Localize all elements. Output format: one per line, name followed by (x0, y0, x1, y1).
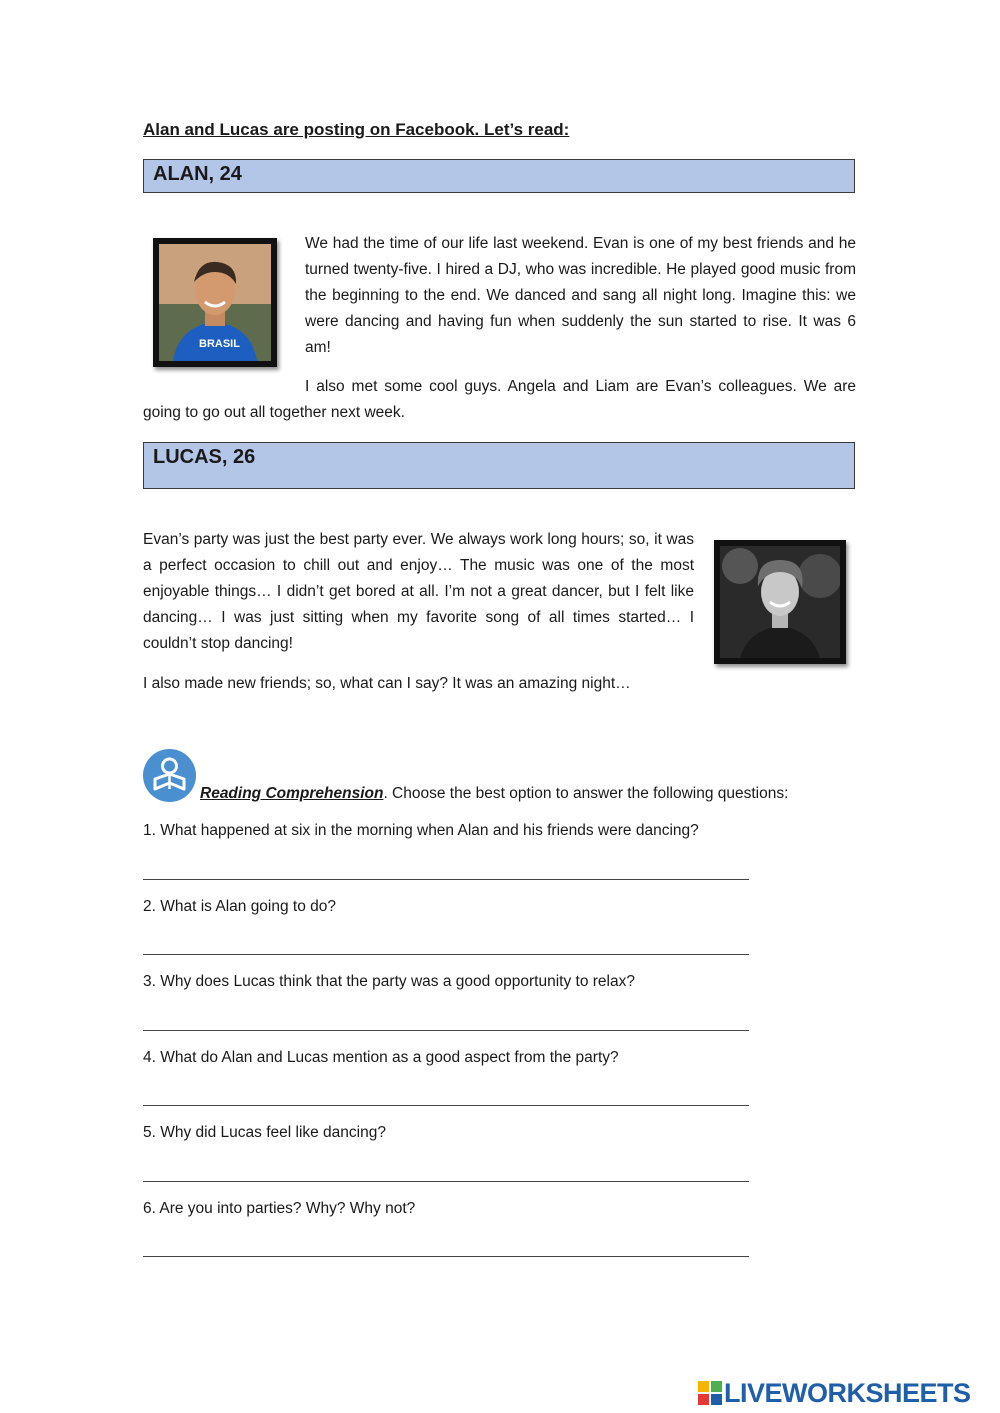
answer-line-6[interactable] (143, 1256, 749, 1257)
lucas-paragraph-1: Evan’s party was just the best party ever. We always work long hours; so, it was a perfect occasion to chill out and enjoy… The music was one of the most enjoyable things… I didn’t get bored at all. I’m not a great dancer, but I felt like dancing… I was just sitting when my favorite song of all times started… I couldn’t stop dancing! (143, 531, 694, 652)
answer-line-1[interactable] (143, 879, 749, 880)
logo-blocks-icon (698, 1381, 722, 1405)
question-6: 6. Are you into parties? Why? Why not? (143, 1200, 416, 1217)
answer-line-3[interactable] (143, 1030, 749, 1031)
alan-paragraph-2: I also met some cool guys. Angela and Liam are Evan’s colleagues. We are going to go out all together next week. (143, 378, 856, 421)
answer-line-2[interactable] (143, 954, 749, 955)
lucas-paragraph-2: I also made new friends; so, what can I say? It was an amazing night… (143, 675, 631, 692)
question-3: 3. Why does Lucas think that the party was a good opportunity to relax? (143, 973, 635, 990)
logo-text: LIVEWORKSHEETS (724, 1377, 971, 1408)
lucas-photo (714, 540, 846, 664)
reading-comprehension-instruction (200, 785, 788, 803)
instruction-text: . Choose the best option to answer the following questions: (383, 785, 789, 802)
question-2: 2. What is Alan going to do? (143, 898, 337, 915)
question-5: 5. Why did Lucas feel like dancing? (143, 1124, 386, 1141)
lucas-header: LUCAS, 26 (143, 442, 855, 489)
svg-text:BRASIL: BRASIL (199, 338, 240, 350)
question-1: 1. What happened at six in the morning when Alan and his friends were dancing? (143, 822, 699, 839)
reading-person-icon (143, 749, 196, 802)
answer-line-5[interactable] (143, 1181, 749, 1182)
liveworksheets-logo (698, 1377, 971, 1409)
answer-line-4[interactable] (143, 1105, 749, 1106)
reading-comprehension-title: Reading Comprehension (200, 785, 384, 802)
question-4: 4. What do Alan and Lucas mention as a good aspect from the party? (143, 1049, 619, 1066)
alan-header: ALAN, 24 (143, 159, 855, 193)
alan-photo (153, 238, 277, 367)
alan-paragraph-1: We had the time of our life last weekend. Evan is one of my best friends and he turned twenty-five. I hired a DJ, who was incredible. He played good music from the beginning to the end. We danced and sang all night long. Imagine this: we were dancing and having fun when suddenly the sun started to rise. It was 6 am! (305, 235, 856, 356)
intro-heading: Alan and Lucas are posting on Facebook. Let’s read: (143, 120, 570, 139)
